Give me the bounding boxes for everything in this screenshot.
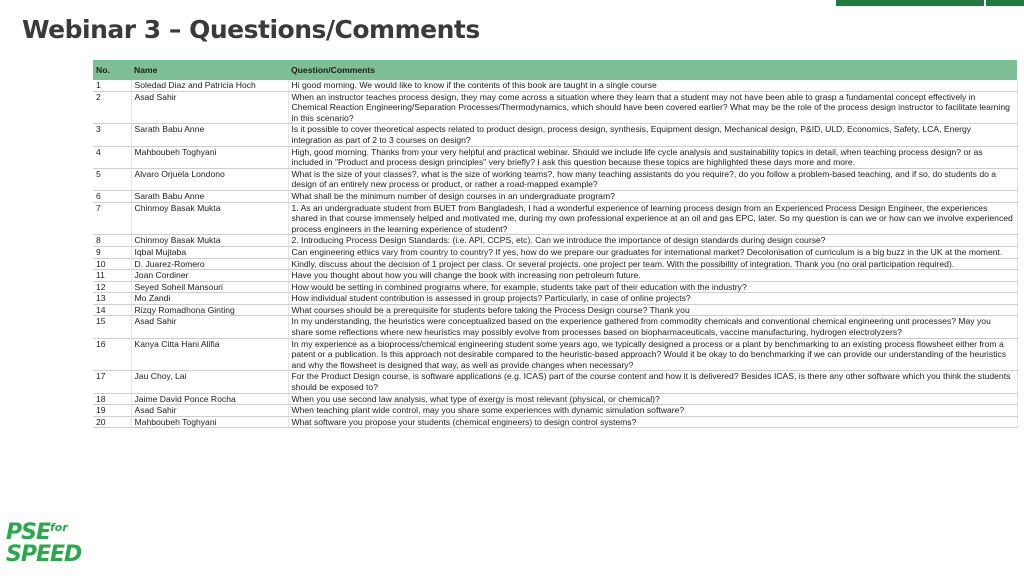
table-header-row xyxy=(93,60,1017,80)
cell-name: Seyed Soheil Mansouri xyxy=(131,281,288,293)
cell-number: 8 xyxy=(93,235,131,247)
table-row xyxy=(93,416,1017,428)
cell-name: Sarath Babu Anne xyxy=(131,124,288,146)
cell-number: 11 xyxy=(93,270,131,282)
cell-question: In my understanding, the heuristics were conceptualized based on the experience gathered from commodity chemicals and conventional chemical engineering unit processes? May you share some reflections where new heuristics may possibly evolve from processes based on biopharmaceuticals, vaccine manufacturing, hydrogen electrolyzers? xyxy=(288,316,1017,338)
questions-table-container xyxy=(93,60,1017,428)
cell-number: 17 xyxy=(93,371,131,393)
cell-question: 2. Introducing Process Design Standards: (i.e. API, CCPS, etc). Can we introduce the importance of design standards during design course? xyxy=(288,235,1017,247)
column-header-name: Name xyxy=(131,60,288,80)
page-title: Webinar 3 – Questions/Comments xyxy=(22,15,480,44)
column-header-question: Question/Comments xyxy=(288,60,1017,80)
cell-name: Mo Zandi xyxy=(131,293,288,305)
cell-number: 5 xyxy=(93,168,131,190)
logo-line-1 xyxy=(6,522,68,544)
cell-name: Joan Cordiner xyxy=(131,270,288,282)
cell-question: What courses should be a prerequisite for students before taking the Process Design course? Thank you xyxy=(288,304,1017,316)
table-row xyxy=(93,80,1017,91)
cell-name: Sarath Babu Anne xyxy=(131,190,288,202)
cell-number: 15 xyxy=(93,316,131,338)
cell-question: How individual student contribution is assessed in group projects? Particularly, in case of online projects? xyxy=(288,293,1017,305)
table-row xyxy=(93,316,1017,338)
table-row xyxy=(93,124,1017,146)
table-row xyxy=(93,190,1017,202)
cell-question: Have you thought about how you will change the book with increasing non petroleum future. xyxy=(288,270,1017,282)
cell-name: Asad Sahir xyxy=(131,316,288,338)
cell-question: When an instructor teaches process design, they may come across a situation where they learn that a student may not have been able to grasp a fundamental concept effectively in Chemical Reaction Engineering/Separation Processes/Thermodynamics, which should have been covered earlier? What may be the role of the process design instructor to facilitate learning in this scenario? xyxy=(288,91,1017,124)
cell-name: Rizqy Romadhona Ginting xyxy=(131,304,288,316)
table-row xyxy=(93,168,1017,190)
cell-name: Alvaro Orjuela Londono xyxy=(131,168,288,190)
cell-question: Is it possible to cover theoretical aspects related to product design, process design, synthesis, Equipment design, Mechanical design, P&ID, ULD, Economics, Safety, LCA, Energy integration as part of 2 to 3 courses on design? xyxy=(288,124,1017,146)
questions-table xyxy=(93,60,1018,428)
cell-name: Chinmoy Basak Mukta xyxy=(131,202,288,235)
cell-question: What is the size of your classes?, what is the size of working teams?, how many teaching assistants do you require?, do you follow a problem-based teaching, and if so, do students do a design of an entirely new process or product, or rather a road-mapped example? xyxy=(288,168,1017,190)
cell-question: High, good morning. Thanks from your very helpful and practical webinar. Should we include life cycle analysis and sustainability topics in detail, when teaching process design? or as included in "Product and process design principles" very briefly? I ask this question because these topics are highlighted these days more and more. xyxy=(288,146,1017,168)
cell-question: Can engineering ethics vary from country to country? If yes, how do we prepare our graduates for international market? Decolonisation of curriculum is a big buzz in the UK at the moment. xyxy=(288,246,1017,258)
cell-question: When you use second law analysis, what type of exergy is most relevant (physical, or chemical)? xyxy=(288,393,1017,405)
cell-name: Iqbal Mujtaba xyxy=(131,246,288,258)
table-row xyxy=(93,304,1017,316)
cell-number: 4 xyxy=(93,146,131,168)
cell-question: 1. As an undergraduate student from BUET from Bangladesh, I had a wonderful experience of learning process design from an Experienced Process Design Engineer, the experiences shared in that course immensely helped and motivated me, during my own professional experience at an oil and gas EPC, later. So my question is can we or how can we involve experienced process engineers in the learning experience of student? xyxy=(288,202,1017,235)
cell-number: 6 xyxy=(93,190,131,202)
table-row xyxy=(93,371,1017,393)
cell-number: 10 xyxy=(93,258,131,270)
cell-question: Hi good morning. We would like to know if the contents of this book are taught in a single course xyxy=(288,80,1017,91)
logo-line-2: SPEED xyxy=(6,542,82,567)
table-row xyxy=(93,405,1017,417)
cell-name: Kanya Citta Hani Alifia xyxy=(131,338,288,371)
cell-name: Mahboubeh Toghyani xyxy=(131,146,288,168)
top-accent-bar xyxy=(836,0,984,6)
cell-number: 12 xyxy=(93,281,131,293)
pse-for-speed-logo xyxy=(6,522,90,572)
cell-number: 19 xyxy=(93,405,131,417)
table-row xyxy=(93,281,1017,293)
table-row xyxy=(93,270,1017,282)
cell-number: 2 xyxy=(93,91,131,124)
cell-question: What shall be the minimum number of design courses in an undergraduate program? xyxy=(288,190,1017,202)
cell-name: Mahboubeh Toghyani xyxy=(131,416,288,428)
table-row xyxy=(93,258,1017,270)
cell-name: Jau Choy, Lai xyxy=(131,371,288,393)
table-row xyxy=(93,246,1017,258)
cell-question: What software you propose your students (chemical engineers) to design control systems? xyxy=(288,416,1017,428)
cell-number: 3 xyxy=(93,124,131,146)
table-row xyxy=(93,146,1017,168)
cell-question: Kindly, discuss about the decision of 1 project per class. Or several projects. one project per team. With the possibility of integration. Thank you (no oral participation required). xyxy=(288,258,1017,270)
cell-number: 7 xyxy=(93,202,131,235)
cell-number: 16 xyxy=(93,338,131,371)
cell-question: When teaching plant wide control, may you share some experiences with dynamic simulation software? xyxy=(288,405,1017,417)
cell-number: 13 xyxy=(93,293,131,305)
cell-question: For the Product Design course, is software applications (e.g. ICAS) part of the course content and how it is delivered? Besides ICAS, is there any other software which you think the students should be exposed to? xyxy=(288,371,1017,393)
logo-text-for: for xyxy=(50,521,68,534)
cell-name: Asad Sahir xyxy=(131,405,288,417)
cell-name: Asad Sahir xyxy=(131,91,288,124)
column-header-no: No. xyxy=(93,60,131,80)
table-row xyxy=(93,235,1017,247)
cell-number: 1 xyxy=(93,80,131,91)
table-row xyxy=(93,338,1017,371)
table-row xyxy=(93,293,1017,305)
cell-name: Soledad Diaz and Patricia Hoch xyxy=(131,80,288,91)
cell-question: How would be setting in combined programs where, for example, students take part of their education with the industry? xyxy=(288,281,1017,293)
cell-number: 18 xyxy=(93,393,131,405)
logo-text-pse: PSE xyxy=(6,520,50,545)
cell-name: Jaime David Ponce Rocha xyxy=(131,393,288,405)
cell-number: 20 xyxy=(93,416,131,428)
cell-name: D. Juarez-Romero xyxy=(131,258,288,270)
table-row xyxy=(93,393,1017,405)
cell-number: 14 xyxy=(93,304,131,316)
cell-question: In my experience as a bioprocess/chemical engineering student some years ago, we typically designed a process or a plant by benchmarking to an existing process flowsheet either from a patent or a publication. Is this approach not desirable compared to the heuristic-based approach? Would it be okay to do benchmarking if we can provide our understanding of the heuristics and why the flowsheet is designed that way, as well as provide changes when necessary? xyxy=(288,338,1017,371)
cell-number: 9 xyxy=(93,246,131,258)
cell-name: Chinmoy Basak Mukta xyxy=(131,235,288,247)
top-accent-bar-right xyxy=(986,0,1024,6)
table-row xyxy=(93,91,1017,124)
table-row xyxy=(93,202,1017,235)
